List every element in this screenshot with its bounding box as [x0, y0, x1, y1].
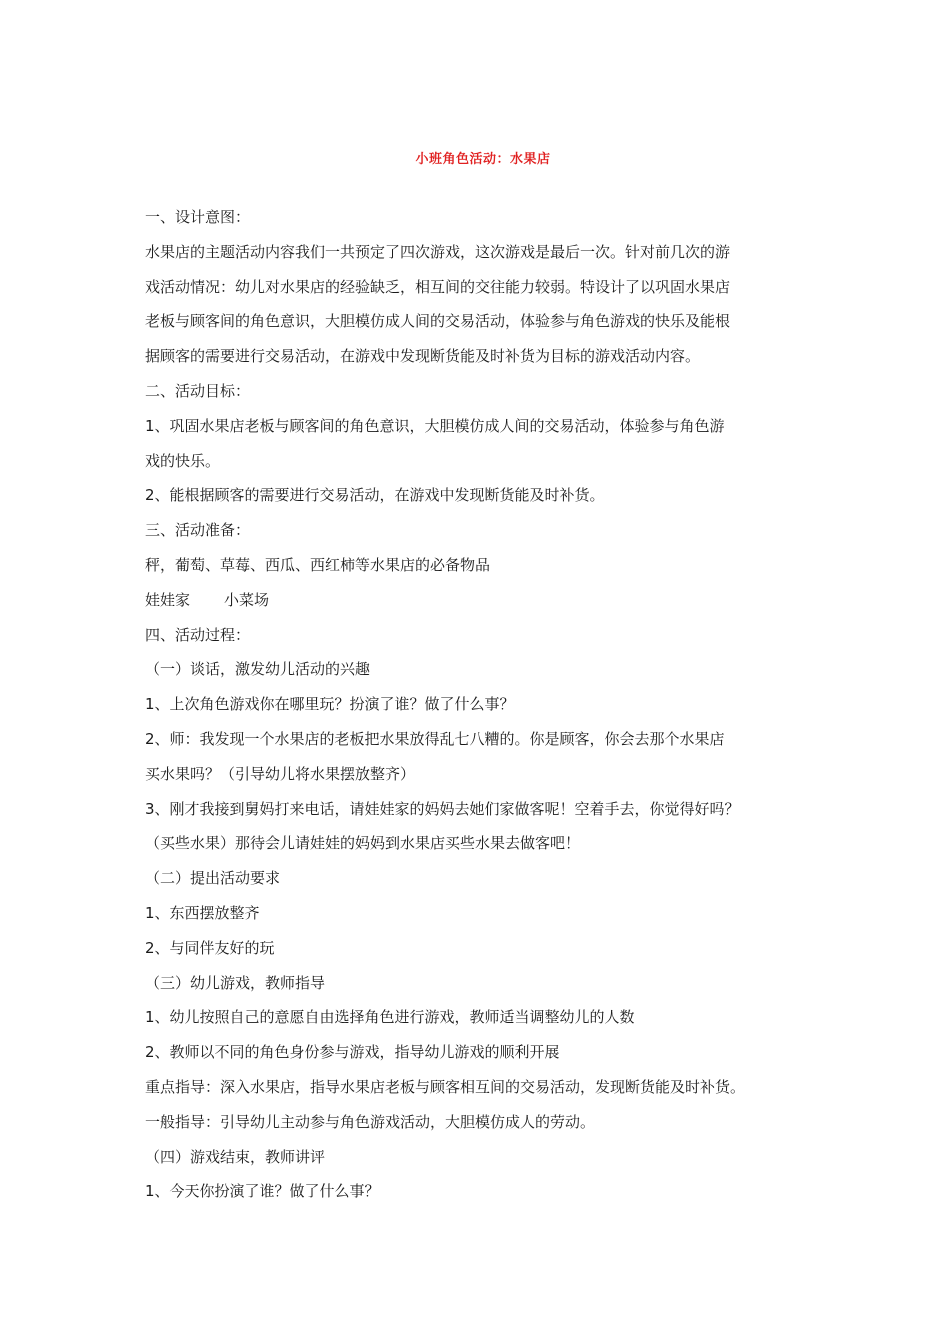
paragraph-line: （买些水果）那待会儿请娃娃的妈妈到水果店买些水果去做客吧！: [145, 834, 581, 853]
section-heading: 二、活动目标：: [145, 381, 251, 400]
paragraph-line: 老板与顾客间的角色意识，大胆模仿成人间的交易活动，体验参与角色游戏的快乐及能根: [145, 312, 731, 331]
paragraph-line: 水果店的主题活动内容我们一共预定了四次游戏，这次游戏是最后一次。针对前几次的游: [145, 242, 731, 261]
subsection-heading: （一）谈话，激发幼儿活动的兴趣: [145, 660, 371, 679]
paragraph-line: 2、教师以不同的角色身份参与游戏，指导幼儿游戏的顺利开展: [145, 1043, 560, 1062]
subsection-heading: （四）游戏结束，教师讲评: [145, 1147, 326, 1166]
paragraph-line: 1、东西摆放整齐: [145, 903, 260, 922]
paragraph-line: 2、师：我发现一个水果店的老板把水果放得乱七八糟的。你是顾客，你会去那个水果店: [145, 729, 725, 748]
paragraph-line: 1、今天你扮演了谁？做了什么事？: [145, 1182, 380, 1201]
paragraph-line: 戏的快乐。: [145, 451, 221, 470]
section-heading: 三、活动准备：: [145, 521, 251, 540]
section-heading: 四、活动过程：: [145, 625, 251, 644]
paragraph-line: 一般指导：引导幼儿主动参与角色游戏活动，大胆模仿成人的劳动。: [145, 1112, 596, 1131]
subsection-heading: （二）提出活动要求: [145, 869, 281, 888]
place-label: 娃娃家: [145, 590, 191, 609]
paragraph-line: 买水果吗？（引导幼儿将水果摆放整齐）: [145, 764, 416, 783]
section-heading: 一、设计意图：: [145, 208, 251, 226]
paragraph-line: 2、与同伴友好的玩: [145, 938, 275, 957]
paragraph-line: 3、刚才我接到舅妈打来电话，请娃娃家的妈妈去她们家做客呢！空着手去，你觉得好吗？: [145, 799, 740, 818]
paragraph-line: 1、上次角色游戏你在哪里玩？扮演了谁？做了什么事？: [145, 695, 515, 714]
document-title: 小班角色活动：水果店: [415, 152, 551, 167]
paragraph-line: 2、能根据顾客的需要进行交易活动，在游戏中发现断货能及时补货。: [145, 486, 605, 505]
document-body: [145, 200, 825, 1209]
place-label: 小菜场: [224, 590, 270, 609]
subsection-heading: （三）幼儿游戏，教师指导: [145, 973, 326, 992]
paragraph-line: 1、巩固水果店老板与顾客间的角色意识，大胆模仿成人间的交易活动，体验参与角色游: [145, 416, 725, 435]
paragraph-line: 1、幼儿按照自己的意愿自由选择角色进行游戏，教师适当调整幼儿的人数: [145, 1008, 635, 1027]
paragraph-line: 戏活动情况：幼儿对水果店的经验缺乏，相互间的交往能力较弱。特设计了以巩固水果店: [145, 277, 731, 296]
places-line: [145, 583, 825, 618]
paragraph-line: 秤，葡萄、草莓、西瓜、西红柿等水果店的必备物品: [145, 555, 491, 574]
paragraph-line: 重点指导：深入水果店，指导水果店老板与顾客相互间的交易活动，发现断货能及时补货。: [145, 1077, 746, 1096]
paragraph-line: 据顾客的需要进行交易活动，在游戏中发现断货能及时补货为目标的游戏活动内容。: [145, 347, 701, 366]
